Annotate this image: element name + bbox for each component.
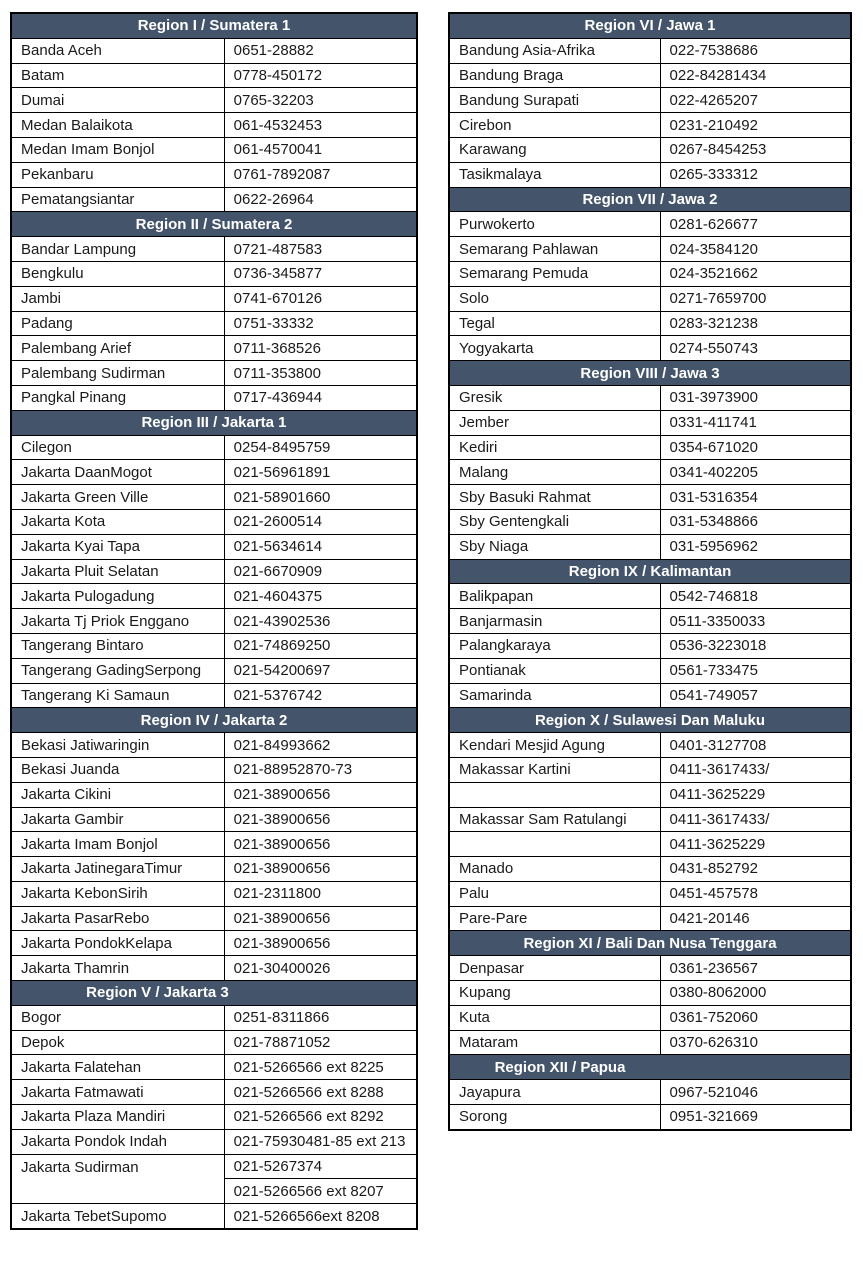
table-row	[11, 286, 417, 311]
branch-name-cell: Sorong	[449, 1105, 660, 1130]
table-row	[11, 485, 417, 510]
phone-number-cell: 021-78871052	[224, 1030, 417, 1055]
branch-name-cell: Manado	[449, 857, 660, 882]
table-row	[449, 807, 851, 832]
phone-number-cell: 021-38900656	[224, 782, 417, 807]
region-header	[449, 1055, 851, 1080]
branch-name-cell: Jakarta Pulogadung	[11, 584, 224, 609]
phone-number-cell: 0431-852792	[660, 857, 851, 882]
phone-number-cell: 0370-626310	[660, 1030, 851, 1055]
table-row	[11, 460, 417, 485]
phone-number-cell: 021-5266566 ext 8288	[224, 1080, 417, 1105]
table-row	[11, 237, 417, 262]
branch-name-cell: Jakarta TebetSupomo	[11, 1204, 224, 1229]
table-row	[11, 609, 417, 634]
branch-name-cell: Yogyakarta	[449, 336, 660, 361]
phone-number-cell: 0542-746818	[660, 584, 851, 609]
table-row	[11, 881, 417, 906]
table-row	[11, 807, 417, 832]
table-row	[11, 162, 417, 187]
phone-number-cell: 0778-450172	[224, 63, 417, 88]
branch-name-cell: Jakarta Plaza Mandiri	[11, 1105, 224, 1130]
table-row	[11, 906, 417, 931]
branch-name-cell: Solo	[449, 286, 660, 311]
table-row	[449, 981, 851, 1006]
table-row	[11, 311, 417, 336]
branch-name-cell: Pontianak	[449, 658, 660, 683]
branch-name-cell: Jakarta KebonSirih	[11, 881, 224, 906]
branch-name-cell: Samarinda	[449, 683, 660, 708]
table-row	[449, 286, 851, 311]
branch-name-cell: Mataram	[449, 1030, 660, 1055]
branch-name-cell: Padang	[11, 311, 224, 336]
table-row	[449, 509, 851, 534]
table-row	[449, 212, 851, 237]
region-title: Region X / Sulawesi Dan Maluku	[534, 711, 766, 729]
table-row	[11, 113, 417, 138]
region-header-row	[11, 708, 417, 733]
phone-number-cell: 021-5266566 ext 8292	[224, 1105, 417, 1130]
table-row	[449, 609, 851, 634]
region-header	[11, 212, 417, 237]
branch-name-cell: Pematangsiantar	[11, 187, 224, 212]
branch-name-cell: Purwokerto	[449, 212, 660, 237]
table-row	[449, 485, 851, 510]
phone-number-cell: 031-5348866	[660, 509, 851, 534]
phone-number-cell: 021-38900656	[224, 857, 417, 882]
table-row	[449, 658, 851, 683]
branch-name-cell: Banjarmasin	[449, 609, 660, 634]
branch-name-cell: Palembang Sudirman	[11, 361, 224, 386]
directory-column-left	[10, 12, 418, 1230]
table-row	[11, 633, 417, 658]
phone-number-cell: 0274-550743	[660, 336, 851, 361]
phone-number-cell: 024-3521662	[660, 261, 851, 286]
phone-number-cell: 022-7538686	[660, 38, 851, 63]
table-row	[449, 683, 851, 708]
branch-name-cell: Jakarta Imam Bonjol	[11, 832, 224, 857]
region-title: Region VI / Jawa 1	[584, 17, 716, 35]
branch-name-cell: Bandung Asia-Afrika	[449, 38, 660, 63]
phone-number-cell: 0411-3625229	[660, 782, 851, 807]
phone-number-cell: 021-5267374	[224, 1154, 417, 1179]
phone-number-cell: 0361-236567	[660, 956, 851, 981]
branch-name-cell: Tangerang Ki Samaun	[11, 683, 224, 708]
phone-number-cell: 0411-3625229	[660, 832, 851, 857]
table-row	[11, 683, 417, 708]
table-row	[449, 38, 851, 63]
table-row	[11, 832, 417, 857]
table-row	[11, 187, 417, 212]
table-row	[449, 237, 851, 262]
table-row	[449, 63, 851, 88]
branch-name-cell: Semarang Pemuda	[449, 261, 660, 286]
table-row	[11, 931, 417, 956]
table-row	[11, 361, 417, 386]
branch-name-cell: Bogor	[11, 1005, 224, 1030]
branch-name-cell: Kendari Mesjid Agung	[449, 733, 660, 758]
phone-number-cell: 0231-210492	[660, 113, 851, 138]
region-header	[449, 361, 851, 386]
region-title: Region VII / Jawa 2	[582, 190, 718, 208]
table-row	[11, 261, 417, 286]
phone-number-cell: 021-38900656	[224, 832, 417, 857]
region-header-row	[449, 13, 851, 38]
branch-name-cell: Denpasar	[449, 956, 660, 981]
region-header-row	[11, 410, 417, 435]
branch-name-cell: Kediri	[449, 435, 660, 460]
phone-number-cell: 0281-626677	[660, 212, 851, 237]
phone-number-cell: 021-88952870-73	[224, 757, 417, 782]
phone-number-cell: 0401-3127708	[660, 733, 851, 758]
table-row	[449, 906, 851, 931]
branch-name-cell: Malang	[449, 460, 660, 485]
table-row	[11, 435, 417, 460]
phone-number-cell: 0721-487583	[224, 237, 417, 262]
branch-name-cell: Tangerang Bintaro	[11, 633, 224, 658]
table-row	[11, 88, 417, 113]
phone-number-cell: 021-58901660	[224, 485, 417, 510]
region-title: Region IX / Kalimantan	[568, 562, 732, 580]
region-title: Region III / Jakarta 1	[141, 414, 287, 432]
table-row	[11, 1055, 417, 1080]
branch-name-cell: Depok	[11, 1030, 224, 1055]
phone-number-cell: 0411-3617433/	[660, 757, 851, 782]
table-row	[449, 460, 851, 485]
branch-name-cell: Gresik	[449, 385, 660, 410]
table-row	[11, 733, 417, 758]
branch-name-cell: Tasikmalaya	[449, 162, 660, 187]
table-row	[11, 509, 417, 534]
region-header-row	[449, 708, 851, 733]
branch-name-cell: Sby Basuki Rahmat	[449, 485, 660, 510]
branch-name-cell: Bandung Surapati	[449, 88, 660, 113]
phone-number-cell: 0741-670126	[224, 286, 417, 311]
phone-directory-table-left	[10, 12, 418, 1230]
region-header	[449, 708, 851, 733]
branch-name-cell: Jakarta Pluit Selatan	[11, 559, 224, 584]
region-title: Region I / Sumatera 1	[137, 17, 291, 35]
phone-number-cell: 021-54200697	[224, 658, 417, 683]
phone-directory-table-right	[448, 12, 852, 1131]
phone-number-cell: 021-38900656	[224, 931, 417, 956]
branch-name-cell	[449, 832, 660, 857]
branch-name-cell: Jakarta JatinegaraTimur	[11, 857, 224, 882]
phone-number-cell: 0361-752060	[660, 1005, 851, 1030]
region-header-row	[449, 1055, 851, 1080]
table-row	[449, 1080, 851, 1105]
phone-number-cell: 021-43902536	[224, 609, 417, 634]
table-row	[449, 534, 851, 559]
phone-number-cell: 0451-457578	[660, 881, 851, 906]
branch-name-cell: Sby Gentengkali	[449, 509, 660, 534]
phone-number-cell: 0283-321238	[660, 311, 851, 336]
phone-number-cell: 0736-345877	[224, 261, 417, 286]
branch-name-cell: Bandar Lampung	[11, 237, 224, 262]
phone-number-cell: 0622-26964	[224, 187, 417, 212]
branch-name-cell: Bandung Braga	[449, 63, 660, 88]
branch-name-cell: Jakarta Sudirman	[11, 1154, 224, 1204]
phone-number-cell: 021-5266566ext 8208	[224, 1204, 417, 1229]
table-row	[11, 534, 417, 559]
phone-number-cell: 061-4532453	[224, 113, 417, 138]
branch-name-cell: Kupang	[449, 981, 660, 1006]
branch-name-cell: Tegal	[449, 311, 660, 336]
branch-name-cell: Medan Balaikota	[11, 113, 224, 138]
table-row	[449, 137, 851, 162]
branch-name-cell: Cilegon	[11, 435, 224, 460]
branch-name-cell: Sby Niaga	[449, 534, 660, 559]
branch-name-cell: Pare-Pare	[449, 906, 660, 931]
region-title: Region IV / Jakarta 2	[140, 711, 288, 729]
region-header-row	[11, 212, 417, 237]
branch-name-cell: Jakarta Kyai Tapa	[11, 534, 224, 559]
phone-number-cell: 0541-749057	[660, 683, 851, 708]
region-header	[449, 559, 851, 584]
branch-name-cell: Palangkaraya	[449, 633, 660, 658]
branch-name-cell: Jakarta Tj Priok Enggano	[11, 609, 224, 634]
branch-name-cell: Banda Aceh	[11, 38, 224, 63]
phone-number-cell: 0267-8454253	[660, 137, 851, 162]
table-row	[11, 757, 417, 782]
table-row	[11, 956, 417, 981]
branch-name-cell: Medan Imam Bonjol	[11, 137, 224, 162]
region-header-row	[449, 361, 851, 386]
branch-name-cell: Jayapura	[449, 1080, 660, 1105]
branch-name-cell: Bekasi Juanda	[11, 757, 224, 782]
table-row	[449, 1005, 851, 1030]
phone-number-cell: 021-4604375	[224, 584, 417, 609]
phone-number-cell: 0651-28882	[224, 38, 417, 63]
phone-number-cell: 0967-521046	[660, 1080, 851, 1105]
phone-number-cell: 0411-3617433/	[660, 807, 851, 832]
branch-name-cell	[449, 782, 660, 807]
phone-number-cell: 0380-8062000	[660, 981, 851, 1006]
branch-name-cell: Makassar Sam Ratulangi	[449, 807, 660, 832]
branch-name-cell: Jember	[449, 410, 660, 435]
table-row	[449, 1030, 851, 1055]
table-row	[11, 1080, 417, 1105]
branch-name-cell: Palembang Arief	[11, 336, 224, 361]
table-row	[449, 857, 851, 882]
phone-number-cell: 0251-8311866	[224, 1005, 417, 1030]
phone-number-cell: 022-4265207	[660, 88, 851, 113]
region-header	[449, 931, 851, 956]
region-header-row	[449, 931, 851, 956]
phone-number-cell: 0717-436944	[224, 385, 417, 410]
branch-name-cell: Pangkal Pinang	[11, 385, 224, 410]
phone-number-cell: 0536-3223018	[660, 633, 851, 658]
region-header	[449, 187, 851, 212]
table-row	[449, 410, 851, 435]
branch-name-cell: Cirebon	[449, 113, 660, 138]
phone-number-cell: 0341-402205	[660, 460, 851, 485]
phone-number-cell: 0951-321669	[660, 1105, 851, 1130]
phone-number-cell: 0331-411741	[660, 410, 851, 435]
phone-number-cell: 021-84993662	[224, 733, 417, 758]
table-row	[11, 1154, 417, 1179]
branch-name-cell: Jakarta Fatmawati	[11, 1080, 224, 1105]
phone-number-cell: 0421-20146	[660, 906, 851, 931]
region-header	[11, 410, 417, 435]
branch-name-cell: Semarang Pahlawan	[449, 237, 660, 262]
branch-name-cell: Jakarta Cikini	[11, 782, 224, 807]
region-header	[11, 13, 417, 38]
table-row	[11, 38, 417, 63]
phone-number-cell: 0511-3350033	[660, 609, 851, 634]
phone-number-cell: 031-5316354	[660, 485, 851, 510]
branch-name-cell: Jakarta DaanMogot	[11, 460, 224, 485]
branch-name-cell: Jambi	[11, 286, 224, 311]
phone-number-cell: 021-38900656	[224, 807, 417, 832]
table-row	[449, 956, 851, 981]
phone-number-cell: 061-4570041	[224, 137, 417, 162]
table-row	[11, 1005, 417, 1030]
phone-number-cell: 021-5266566 ext 8225	[224, 1055, 417, 1080]
table-row	[449, 113, 851, 138]
table-row	[11, 1204, 417, 1229]
branch-name-cell: Jakarta Thamrin	[11, 956, 224, 981]
table-row	[449, 435, 851, 460]
table-row	[449, 162, 851, 187]
branch-name-cell: Jakarta Gambir	[11, 807, 224, 832]
region-header	[11, 981, 417, 1006]
phone-number-cell: 0254-8495759	[224, 435, 417, 460]
table-row	[449, 1105, 851, 1130]
branch-name-cell: Jakarta PondokKelapa	[11, 931, 224, 956]
table-row	[449, 311, 851, 336]
table-row	[449, 881, 851, 906]
phone-number-cell: 021-30400026	[224, 956, 417, 981]
phone-number-cell: 021-75930481-85 ext 213	[224, 1129, 417, 1154]
phone-number-cell: 0271-7659700	[660, 286, 851, 311]
table-row	[11, 336, 417, 361]
table-row	[11, 1105, 417, 1130]
region-title: Region V / Jakarta 3	[86, 984, 229, 1002]
region-header-row	[449, 187, 851, 212]
table-row	[11, 658, 417, 683]
phone-number-cell: 0765-32203	[224, 88, 417, 113]
table-row	[449, 832, 851, 857]
phone-number-cell: 0265-333312	[660, 162, 851, 187]
branch-name-cell: Karawang	[449, 137, 660, 162]
region-title: Region II / Sumatera 2	[135, 215, 293, 233]
branch-name-cell: Dumai	[11, 88, 224, 113]
branch-name-cell: Batam	[11, 63, 224, 88]
table-row	[449, 633, 851, 658]
branch-name-cell: Kuta	[449, 1005, 660, 1030]
phone-number-cell: 0761-7892087	[224, 162, 417, 187]
branch-name-cell: Balikpapan	[449, 584, 660, 609]
phone-number-cell: 0711-353800	[224, 361, 417, 386]
phone-number-cell: 0751-33332	[224, 311, 417, 336]
table-row	[449, 757, 851, 782]
table-row	[11, 782, 417, 807]
branch-name-cell: Pekanbaru	[11, 162, 224, 187]
branch-name-cell: Bengkulu	[11, 261, 224, 286]
branch-name-cell: Bekasi Jatiwaringin	[11, 733, 224, 758]
phone-number-cell: 0561-733475	[660, 658, 851, 683]
table-row	[449, 385, 851, 410]
region-title: Region XI / Bali Dan Nusa Tenggara	[523, 934, 777, 952]
table-row	[449, 336, 851, 361]
phone-number-cell: 031-5956962	[660, 534, 851, 559]
branch-name-cell: Jakarta PasarRebo	[11, 906, 224, 931]
phone-number-cell: 031-3973900	[660, 385, 851, 410]
branch-name-cell: Jakarta Kota	[11, 509, 224, 534]
region-title: Region VIII / Jawa 3	[580, 364, 720, 382]
phone-number-cell: 021-74869250	[224, 633, 417, 658]
phone-number-cell: 021-2600514	[224, 509, 417, 534]
branch-name-cell: Jakarta Pondok Indah	[11, 1129, 224, 1154]
table-row	[11, 857, 417, 882]
phone-number-cell: 021-2311800	[224, 881, 417, 906]
phone-number-cell: 022-84281434	[660, 63, 851, 88]
phone-number-cell: 0354-671020	[660, 435, 851, 460]
phone-number-cell: 021-38900656	[224, 906, 417, 931]
branch-name-cell: Tangerang GadingSerpong	[11, 658, 224, 683]
region-header-row	[11, 981, 417, 1006]
table-row	[11, 63, 417, 88]
region-header-row	[11, 13, 417, 38]
branch-name-cell: Palu	[449, 881, 660, 906]
table-row	[449, 782, 851, 807]
table-row	[449, 261, 851, 286]
table-row	[11, 584, 417, 609]
region-header-row	[449, 559, 851, 584]
table-row	[11, 385, 417, 410]
table-row	[11, 137, 417, 162]
table-row	[11, 1129, 417, 1154]
phone-number-cell: 021-5376742	[224, 683, 417, 708]
region-header	[11, 708, 417, 733]
phone-number-cell: 021-56961891	[224, 460, 417, 485]
table-row	[449, 733, 851, 758]
phone-number-cell: 024-3584120	[660, 237, 851, 262]
phone-number-cell: 021-5634614	[224, 534, 417, 559]
phone-number-cell: 021-6670909	[224, 559, 417, 584]
branch-name-cell: Jakarta Falatehan	[11, 1055, 224, 1080]
branch-name-cell: Makassar Kartini	[449, 757, 660, 782]
table-row	[449, 584, 851, 609]
region-header	[449, 13, 851, 38]
table-row	[449, 88, 851, 113]
region-title: Region XII / Papua	[494, 1058, 626, 1076]
phone-number-cell: 0711-368526	[224, 336, 417, 361]
table-row	[11, 559, 417, 584]
directory-column-right	[448, 12, 852, 1230]
branch-name-cell: Jakarta Green Ville	[11, 485, 224, 510]
table-row	[11, 1030, 417, 1055]
phone-number-cell: 021-5266566 ext 8207	[224, 1179, 417, 1204]
